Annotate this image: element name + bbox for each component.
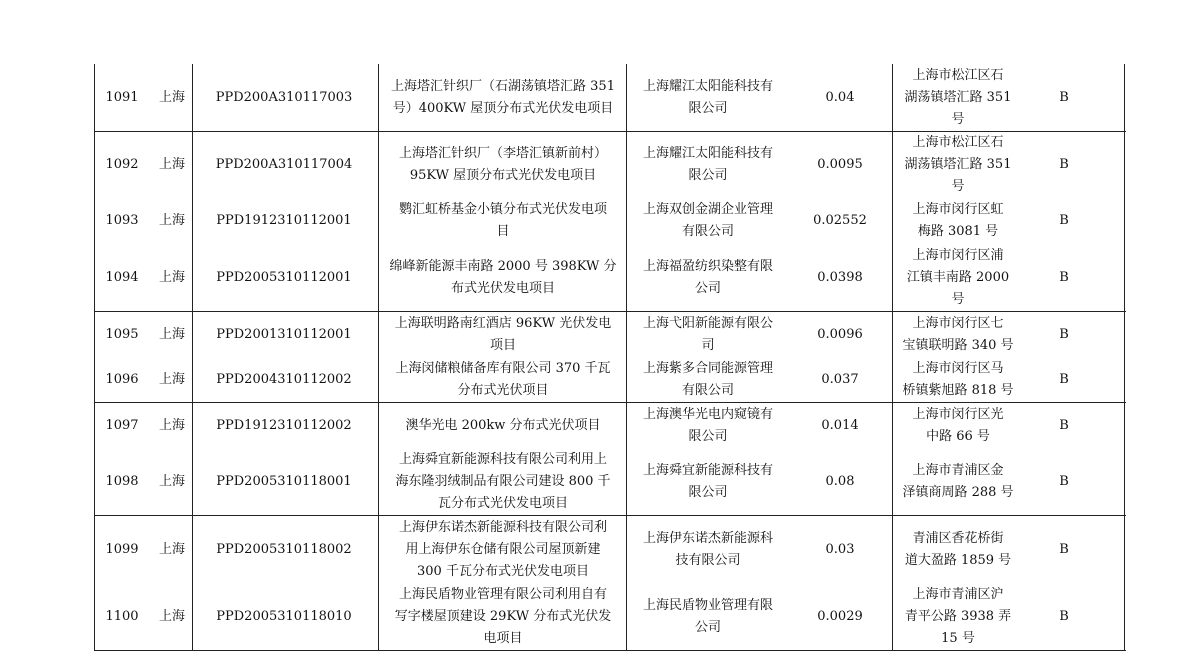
project-name: 上海塔汇针织厂（石湖荡镇塔汇路 351 号）400KW 屋顶分布式光伏发电项目 — [391, 78, 615, 116]
company-name: 上海民盾物业管理有限 公司 — [642, 597, 773, 635]
project-name: 鹦汇虹桥基金小镇分布式光伏发电项 目 — [398, 202, 607, 239]
project-code: PPD2005310112001 — [216, 269, 352, 285]
address: 上海市青浦区沪 青平公路 3938 弄 15 号 — [904, 586, 1012, 646]
company-name: 上海紫多合同能源管理 有限公司 — [642, 360, 773, 398]
grade: B — [1059, 213, 1069, 228]
project-code: PPD2005310118002 — [216, 541, 352, 557]
province: 上海 — [158, 89, 185, 105]
capacity: 0.014 — [821, 417, 859, 433]
address: 青浦区香花桥街 道大盈路 1859 号 — [904, 530, 1012, 568]
project-name: 上海闵储粮储备库有限公司 370 千瓦 分布式光伏项目 — [395, 360, 611, 398]
company-name: 上海伊东诺杰新能源科 技有限公司 — [642, 530, 773, 568]
row-number: 1099 — [105, 541, 139, 557]
table-border-bottom — [94, 650, 1126, 651]
project-code: PPD1912310112001 — [216, 213, 352, 228]
province: 上海 — [158, 157, 185, 172]
grade: B — [1059, 541, 1069, 557]
grade: B — [1059, 157, 1069, 172]
grade: B — [1059, 608, 1069, 624]
capacity: 0.0095 — [817, 157, 863, 172]
row-number: 1098 — [105, 473, 139, 489]
capacity: 0.0096 — [817, 326, 863, 342]
province: 上海 — [158, 417, 185, 433]
project-name: 上海舜宜新能源科技有限公司利用上 海东隆羽绒制品有限公司建设 800 千 瓦分布式光伏发电项目 — [395, 451, 611, 511]
project-table — [94, 64, 1126, 651]
capacity: 0.03 — [825, 541, 855, 557]
project-code: PPD2001310112001 — [216, 326, 352, 342]
grade: B — [1059, 473, 1069, 489]
capacity: 0.08 — [825, 473, 855, 489]
capacity: 0.0029 — [817, 608, 863, 624]
province: 上海 — [158, 326, 185, 342]
company-name: 上海福盈纺织染整有限 公司 — [642, 258, 773, 296]
company-name: 上海耀江太阳能科技有 限公司 — [642, 78, 773, 116]
company-name: 上海弋阳新能源有限公 司 — [642, 315, 773, 353]
grade: B — [1059, 417, 1069, 433]
row-number: 1096 — [105, 371, 139, 387]
project-name: 绵峰新能源丰南路 2000 号 398KW 分 布式光伏发电项目 — [389, 258, 617, 296]
address: 上海市青浦区金 泽镇商周路 288 号 — [902, 462, 1014, 500]
capacity: 0.0398 — [817, 269, 863, 285]
row-number: 1093 — [105, 213, 139, 228]
address: 上海市闵行区光 中路 66 号 — [912, 406, 1004, 444]
province: 上海 — [158, 269, 185, 285]
grade: B — [1059, 371, 1069, 387]
capacity: 0.02552 — [813, 213, 867, 228]
project-code: PPD200A310117003 — [215, 89, 353, 105]
project-name: 上海伊东诺杰新能源科技有限公司利 用上海伊东仓储有限公司屋顶新建 300 千瓦分布式光伏发电项目 — [398, 519, 607, 579]
project-name: 上海民盾物业管理有限公司利用自有 写字楼屋顶建设 29KW 分布式光伏发 电项目 — [394, 586, 612, 646]
province: 上海 — [158, 213, 185, 228]
row-number: 1091 — [105, 89, 139, 105]
project-name: 澳华光电 200kw 分布式光伏项目 — [405, 417, 601, 433]
province: 上海 — [158, 608, 185, 624]
row-number: 1094 — [105, 269, 139, 285]
project-code: PPD2005310118001 — [216, 473, 352, 489]
project-code: PPD2005310118010 — [216, 608, 352, 624]
address: 上海市松江区石 湖荡镇塔汇路 351 号 — [904, 135, 1012, 194]
project-code: PPD200A310117004 — [215, 157, 353, 172]
address: 上海市闵行区虹 梅路 3081 号 — [912, 202, 1004, 239]
grade: B — [1059, 269, 1069, 285]
company-name: 上海舜宜新能源科技有 限公司 — [642, 462, 773, 500]
row-number: 1100 — [105, 608, 139, 624]
province: 上海 — [158, 473, 185, 489]
province: 上海 — [158, 371, 185, 387]
project-code: PPD2004310112002 — [216, 371, 352, 387]
project-code: PPD1912310112002 — [216, 417, 352, 433]
capacity: 0.04 — [825, 89, 855, 105]
address: 上海市闵行区马 桥镇紫旭路 818 号 — [902, 360, 1014, 398]
capacity: 0.037 — [821, 371, 859, 387]
project-name: 上海联明路南红酒店 96KW 光伏发电 项目 — [394, 315, 612, 353]
project-name: 上海塔汇针织厂（李塔汇镇新前村） 95KW 屋顶分布式光伏发电项目 — [398, 146, 607, 183]
province: 上海 — [158, 541, 185, 557]
address: 上海市松江区石 湖荡镇塔汇路 351 号 — [904, 67, 1012, 127]
address: 上海市闵行区浦 江镇丰南路 2000 号 — [906, 247, 1010, 307]
company-name: 上海耀江太阳能科技有 限公司 — [642, 146, 773, 183]
row-number: 1095 — [105, 326, 139, 342]
row-number: 1097 — [105, 417, 139, 433]
company-name: 上海澳华光电内窥镜有 限公司 — [642, 406, 773, 444]
company-name: 上海双创金湖企业管理 有限公司 — [642, 202, 773, 239]
grade: B — [1059, 89, 1069, 105]
address: 上海市闵行区七 宝镇联明路 340 号 — [902, 315, 1014, 353]
grade: B — [1059, 326, 1069, 342]
row-number: 1092 — [105, 157, 139, 172]
table-border-right — [1124, 64, 1125, 651]
